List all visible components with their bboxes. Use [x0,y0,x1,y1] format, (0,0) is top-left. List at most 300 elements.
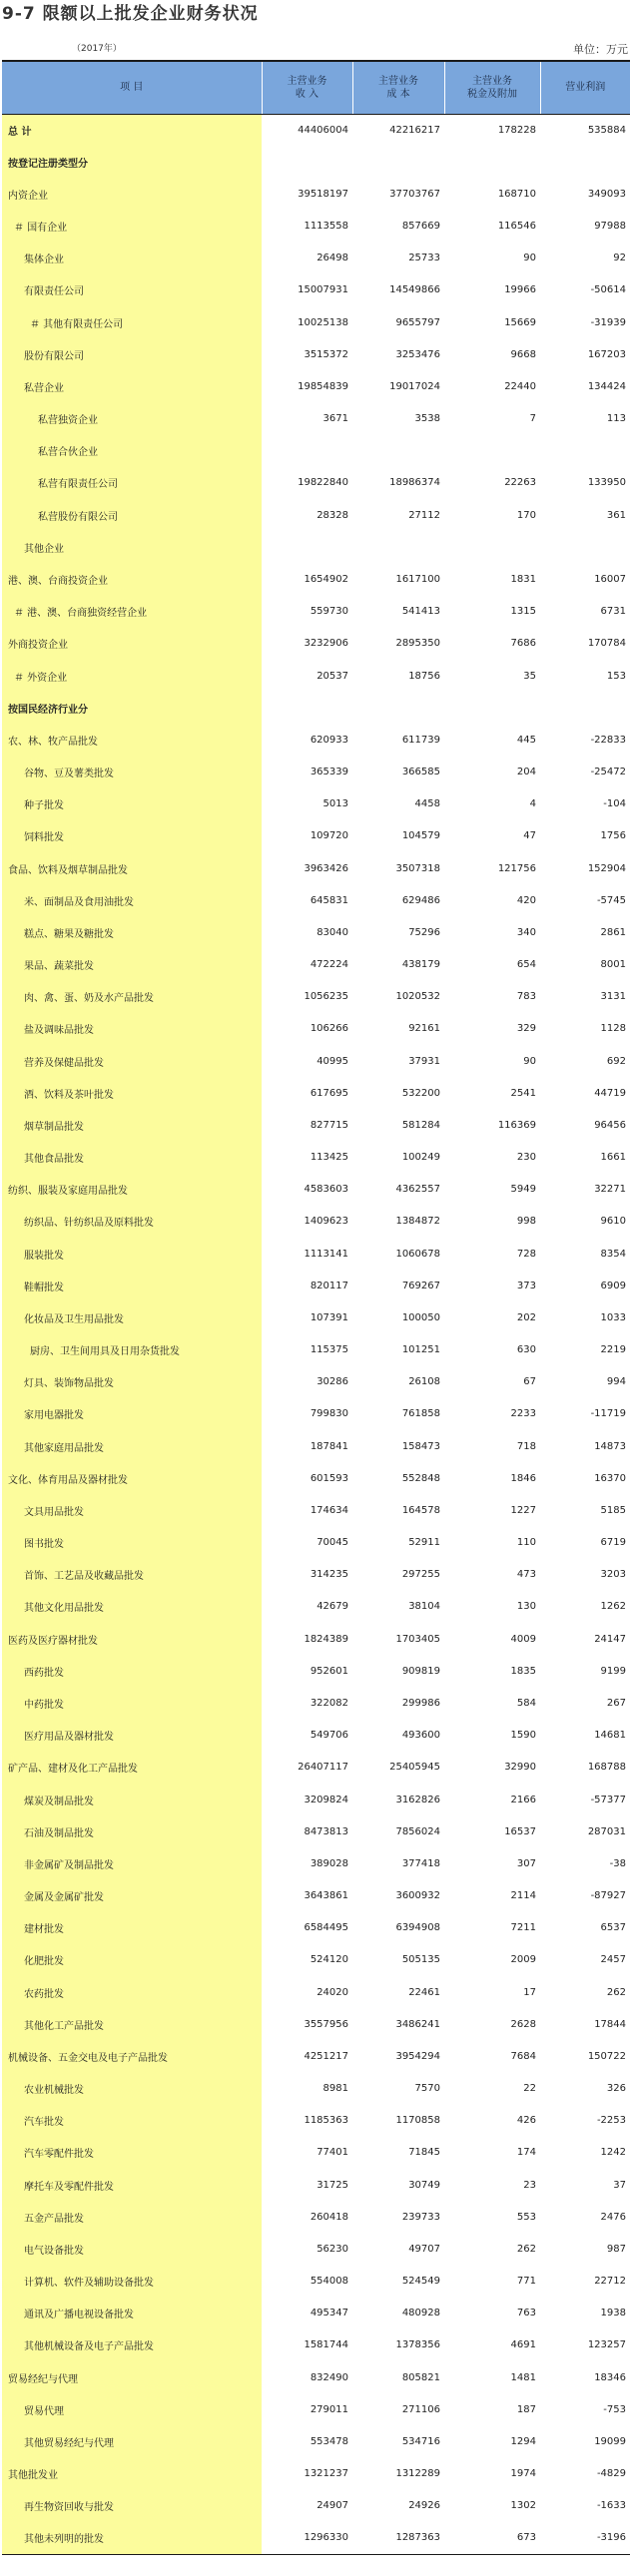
cost-cell: 3600932 [395,1890,440,1902]
cost-cell: 3486241 [395,2018,440,2030]
tax-cell: 1835 [510,1665,536,1677]
tax-cell: 262 [516,2243,536,2255]
revenue-cell: 279011 [310,2403,348,2415]
row-label: 厨房、卫生间用具及日用杂货批发 [2,1334,262,1366]
profit-cell: 1033 [600,1311,626,1323]
cost-cell: 1617100 [395,573,440,585]
profit-cell: 349093 [587,188,626,200]
table-row [2,1687,630,1719]
tax-cell: 473 [516,1569,536,1581]
revenue-cell [262,146,352,178]
profit-cell: 1756 [600,830,626,842]
tax-cell: 202 [516,1311,536,1323]
revenue-cell: 1296330 [262,2522,352,2554]
table-row [2,2361,630,2393]
revenue-cell: 1113558 [304,221,348,233]
cost-cell: 104579 [401,830,440,842]
profit-cell: 3203 [600,1569,626,1581]
table-row [2,1494,630,1526]
cost-cell: 532200 [401,1087,440,1099]
table-row [2,1045,630,1077]
row-label: 谷物、豆及薯类批发 [2,756,262,787]
cost-cell: 92161 [408,1023,440,1035]
cost-cell: 2895350 [395,638,440,650]
row-label: 其他企业 [2,531,262,563]
revenue-cell: 799830 [310,1408,348,1420]
cost-cell: 75296 [408,926,440,938]
revenue-cell: 19822840 [298,477,348,489]
table-row [2,2105,630,2137]
cost-cell: 909819 [401,1665,440,1677]
table-row [2,1752,630,1784]
profit-cell: 14873 [594,1440,626,1452]
cost-cell: 1287363 [352,2522,444,2554]
revenue-cell: 26498 [316,253,348,264]
profit-cell: 987 [606,2243,626,2255]
cost-cell: 100249 [401,1152,440,1164]
table-row [2,1559,630,1591]
table-row [2,2040,630,2072]
revenue-cell: 559730 [310,606,348,618]
table-row [2,1591,630,1623]
tax-cell: 7 [529,413,536,425]
table-row [2,2169,630,2201]
tax-cell: 307 [516,1857,536,1869]
cost-cell: 805821 [401,2371,440,2383]
cost-cell: 297255 [401,1569,440,1581]
revenue-cell: 15007931 [298,284,348,296]
row-label: 文具用品批发 [2,1494,262,1526]
row-label: 灯具、装饰物品批发 [2,1366,262,1398]
table-row [2,1142,630,1174]
row-label: 糕点、糖果及糖批发 [2,916,262,948]
header-profit-label: 营业利润 [565,82,606,94]
row-label: ＃ 外资企业 [2,660,262,692]
revenue-cell: 314235 [310,1569,348,1581]
profit-cell: 326 [606,2083,626,2095]
revenue-cell: 365339 [310,767,348,778]
cost-cell: 480928 [401,2308,440,2319]
row-label: 农业机械批发 [2,2072,262,2104]
tax-cell: 584 [516,1698,536,1709]
revenue-cell: 1185363 [304,2115,348,2127]
row-label: 煤炭及制品批发 [2,1784,262,1815]
cost-cell [352,531,444,563]
row-label: 肉、禽、蛋、奶及水产品批发 [2,981,262,1013]
tax-cell [444,146,540,178]
tax-cell: 116369 [497,1119,536,1131]
cost-cell: 1703405 [395,1633,440,1645]
profit-cell: 2219 [600,1344,626,1356]
tax-cell: 763 [516,2308,536,2319]
revenue-cell: 42679 [316,1601,348,1613]
cost-cell: 769267 [401,1280,440,1291]
row-label: 按登记注册类型分 [2,146,262,178]
header-revenue [262,61,352,114]
tax-cell: 90 [523,1055,536,1067]
revenue-cell: 601593 [310,1472,348,1484]
profit-cell: 14681 [594,1730,626,1742]
cost-cell: 100050 [401,1311,440,1323]
profit-cell: 6537 [600,1922,626,1934]
tax-cell: 5949 [510,1184,536,1196]
table-row [2,1623,630,1655]
profit-cell: 44719 [594,1087,626,1099]
profit-cell: -50614 [590,284,626,296]
table-row [2,2393,630,2425]
profit-cell: 361 [606,509,626,521]
table-row [2,1174,630,1206]
header-revenue-label: 主营业务 收 入 [287,75,327,100]
profit-cell: -38 [609,1857,626,1869]
table-row [2,1334,630,1366]
row-label: 私营有限责任公司 [2,467,262,499]
revenue-cell: 56230 [316,2243,348,2255]
profit-cell: 16007 [594,573,626,585]
revenue-cell: 495347 [310,2308,348,2319]
profit-cell: 8001 [600,959,626,971]
tax-cell: 998 [516,1216,536,1228]
cost-cell: 38104 [408,1601,440,1613]
tax-cell: 1294 [510,2435,536,2447]
cost-cell: 4458 [414,798,440,810]
tax-cell: 204 [516,767,536,778]
row-label: 营养及保健品批发 [2,1045,262,1077]
revenue-cell: 70045 [316,1537,348,1549]
revenue-cell: 174634 [310,1504,348,1516]
cost-cell: 505135 [401,1954,440,1966]
table-row [2,2298,630,2329]
row-label: 港、澳、台商投资企业 [2,563,262,595]
cost-cell: 26108 [408,1376,440,1388]
table-row [2,146,630,178]
row-label: 纺织品、针纺织品及原料批发 [2,1206,262,1238]
profit-cell: -3196 [540,2522,630,2554]
table-row [2,306,630,338]
cost-cell: 101251 [401,1344,440,1356]
revenue-cell: 3963426 [304,862,348,874]
table-row [2,820,630,852]
tax-cell: 230 [516,1152,536,1164]
tax-cell: 2628 [510,2018,536,2030]
cost-cell: 3253476 [395,348,440,360]
row-label: 再生物资回收与批发 [2,2490,262,2522]
tax-cell: 170 [516,509,536,521]
profit-cell: 994 [606,1376,626,1388]
cost-cell: 24926 [408,2500,440,2512]
profit-cell [540,692,630,724]
tax-cell: 1302 [510,2500,536,2512]
profit-cell: 1128 [600,1023,626,1035]
revenue-cell: 83040 [316,926,348,938]
revenue-cell: 6584495 [304,1922,348,1934]
row-label: 贸易经纪与代理 [2,2361,262,2393]
row-label: 医药及医疗器材批发 [2,1623,262,1655]
row-label: 西药批发 [2,1655,262,1687]
row-label: 医疗用品及器材批发 [2,1720,262,1752]
row-label: 烟草制品批发 [2,1109,262,1141]
table-row [2,1527,630,1559]
profit-cell: 113 [606,413,626,425]
row-label: 汽车零配件批发 [2,2137,262,2169]
row-label: 果品、蔬菜批发 [2,948,262,980]
row-label: 图书批发 [2,1527,262,1559]
cost-cell: 493600 [401,1730,440,1742]
table-row [2,788,630,820]
revenue-cell: 820117 [310,1280,348,1291]
cost-cell: 611739 [401,734,440,746]
cost-cell: 552848 [401,1472,440,1484]
profit-cell [540,146,630,178]
table-year: （2017年） [72,44,122,54]
cost-cell: 299986 [401,1698,440,1709]
profit-cell: 287031 [587,1825,626,1837]
cost-cell: 1312289 [395,2468,440,2480]
header-row [2,61,630,114]
table-row [2,916,630,948]
table-row [2,2266,630,2298]
profit-cell: -753 [603,2403,626,2415]
profit-cell: 2476 [600,2211,626,2223]
tax-cell: 673 [444,2522,540,2554]
table-row [2,1912,630,1944]
table-row [2,403,630,435]
tax-cell: 23 [523,2179,536,2191]
cost-cell: 1384872 [395,1216,440,1228]
tax-cell: 1974 [510,2468,536,2480]
cost-cell: 158473 [401,1440,440,1452]
revenue-cell: 77401 [316,2147,348,2159]
table-body [2,114,630,2554]
profit-cell: 6909 [600,1280,626,1291]
table-row [2,756,630,787]
row-label: 集体企业 [2,243,262,274]
row-label: 建材批发 [2,1912,262,1944]
profit-cell: 123257 [587,2339,626,2351]
profit-cell: 92 [613,253,626,264]
tax-cell: 7686 [510,638,536,650]
row-label: 汽车批发 [2,2105,262,2137]
tax-cell: 4009 [510,1633,536,1645]
tax-cell: 2114 [510,1890,536,1902]
cost-cell: 164578 [401,1504,440,1516]
tax-cell: 121756 [497,862,536,874]
profit-cell: -25472 [590,767,626,778]
cost-cell: 271106 [401,2403,440,2415]
row-label: 内资企业 [2,178,262,210]
table-row [2,1366,630,1398]
cost-cell: 761858 [401,1408,440,1420]
revenue-cell: 617695 [310,1087,348,1099]
cost-cell: 25405945 [389,1762,440,1774]
profit-cell: 97988 [594,221,626,233]
profit-cell: 6731 [600,606,626,618]
tax-cell: 1315 [510,606,536,618]
revenue-cell [262,692,352,724]
profit-cell: 22712 [594,2276,626,2288]
header-cost-label: 主营业务 成 本 [378,75,418,100]
revenue-cell: 31725 [316,2179,348,2191]
table-row [2,2425,630,2457]
profit-cell: 267 [606,1698,626,1709]
profit-cell: 17844 [594,2018,626,2030]
cost-cell: 857669 [401,221,440,233]
table-row [2,531,630,563]
profit-cell: 170784 [587,638,626,650]
revenue-cell: 40995 [316,1055,348,1067]
revenue-cell: 389028 [310,1857,348,1869]
row-label: 摩托车及零配件批发 [2,2169,262,2201]
row-label: 私营股份有限公司 [2,499,262,531]
table-row [2,1847,630,1879]
revenue-cell: 1581744 [304,2339,348,2351]
tax-cell [444,692,540,724]
cost-cell: 7856024 [395,1825,440,1837]
profit-cell: 535884 [587,124,626,136]
profit-cell: 134424 [587,380,626,392]
cost-cell: 30749 [408,2179,440,2191]
row-label: 其他家庭用品批发 [2,1430,262,1462]
profit-cell: 18346 [594,2371,626,2383]
table-row [2,435,630,467]
row-label: 其他化工产品批发 [2,2008,262,2040]
table-row [2,243,630,274]
profit-cell: 692 [606,1055,626,1067]
revenue-cell: 554008 [310,2276,348,2288]
cost-cell: 1170858 [395,2115,440,2127]
profit-cell: 24147 [594,1633,626,1645]
cost-cell: 27112 [408,509,440,521]
cost-cell: 7570 [414,2083,440,2095]
tax-cell: 35 [523,670,536,682]
profit-cell: -31939 [590,316,626,328]
row-label: ＃ 国有企业 [2,211,262,243]
tax-cell: 32990 [504,1762,536,1774]
unit-label: 单位：万元 [573,43,628,56]
cost-cell [352,435,444,467]
table-row [2,1398,630,1430]
table-row [2,1077,630,1109]
row-label: 机械设备、五金交电及电子产品批发 [2,2040,262,2072]
revenue-cell: 24020 [316,1986,348,1998]
cost-cell: 25733 [408,253,440,264]
tax-cell: 22263 [504,477,536,489]
revenue-cell: 3515372 [304,348,348,360]
profit-cell: -1633 [596,2500,626,2512]
table-row [2,114,630,146]
cost-cell: 581284 [401,1119,440,1131]
revenue-cell: 26407117 [298,1762,348,1774]
profit-cell: 19099 [594,2435,626,2447]
cost-cell: 3162826 [395,1794,440,1805]
row-label: 矿产品、建材及化工产品批发 [2,1752,262,1784]
row-label: 种子批发 [2,788,262,820]
cost-cell: 524549 [401,2276,440,2288]
tax-cell: 67 [523,1376,536,1388]
tax-cell: 1831 [510,573,536,585]
revenue-cell: 1056235 [304,991,348,1003]
profit-cell: 133950 [587,477,626,489]
row-label: 首饰、工艺品及收藏品批发 [2,1559,262,1591]
tax-cell: 22 [523,2083,536,2095]
row-label: 鞋帽批发 [2,1270,262,1301]
cost-cell: 629486 [401,894,440,906]
cost-cell: 239733 [401,2211,440,2223]
table-row [2,660,630,692]
revenue-cell [262,531,352,563]
table-row [2,2201,630,2233]
tax-cell: 783 [516,991,536,1003]
row-label: 其他未列明的批发 [2,2522,262,2554]
header-cost [352,61,444,114]
table-row [2,338,630,370]
table-row [2,2072,630,2104]
profit-cell: 167203 [587,348,626,360]
table-row [2,2008,630,2040]
table-row [2,948,630,980]
profit-cell: 262 [606,1986,626,1998]
table-row [2,628,630,660]
tax-cell: 630 [516,1344,536,1356]
table-row [2,1976,630,2008]
revenue-cell: 952601 [310,1665,348,1677]
revenue-cell: 1654902 [304,573,348,585]
revenue-cell: 322082 [310,1698,348,1709]
tax-cell: 116546 [497,221,536,233]
revenue-cell: 620933 [310,734,348,746]
row-label: 私营独资企业 [2,403,262,435]
row-label: ＃ 港、澳、台商独资经营企业 [2,596,262,628]
table-row [2,1815,630,1847]
row-label: 纺织、服装及家庭用品批发 [2,1174,262,1206]
table-row [2,211,630,243]
table-row [2,2522,630,2554]
table-row [2,178,630,210]
profit-cell: 9610 [600,1216,626,1228]
tax-cell: 178228 [497,124,536,136]
revenue-cell: 28328 [316,509,348,521]
profit-cell: 37 [613,2179,626,2191]
tax-cell: 2009 [510,1954,536,1966]
tax-cell: 2166 [510,1794,536,1805]
revenue-cell: 3671 [322,413,348,425]
tax-cell: 1227 [510,1504,536,1516]
cost-cell: 377418 [401,1857,440,1869]
revenue-cell: 472224 [310,959,348,971]
cost-cell: 22461 [408,1986,440,1998]
revenue-cell [262,435,352,467]
table-row [2,1270,630,1301]
tax-cell: 2233 [510,1408,536,1420]
tax-cell: 168710 [497,188,536,200]
tax-cell: 47 [523,830,536,842]
tax-cell: 2541 [510,1087,536,1099]
tax-cell: 329 [516,1023,536,1035]
row-label: 其他食品批发 [2,1142,262,1174]
tax-cell: 1846 [510,1472,536,1484]
table-row [2,2458,630,2490]
cost-cell: 366585 [401,767,440,778]
tax-cell: 373 [516,1280,536,1291]
table-row [2,1784,630,1815]
row-label: 农药批发 [2,1976,262,2008]
profit-cell [540,531,630,563]
revenue-cell: 1824389 [304,1633,348,1645]
tax-cell: 1590 [510,1730,536,1742]
revenue-cell: 832490 [310,2371,348,2383]
row-label: 私营合伙企业 [2,435,262,467]
profit-cell: -87927 [590,1890,626,1902]
